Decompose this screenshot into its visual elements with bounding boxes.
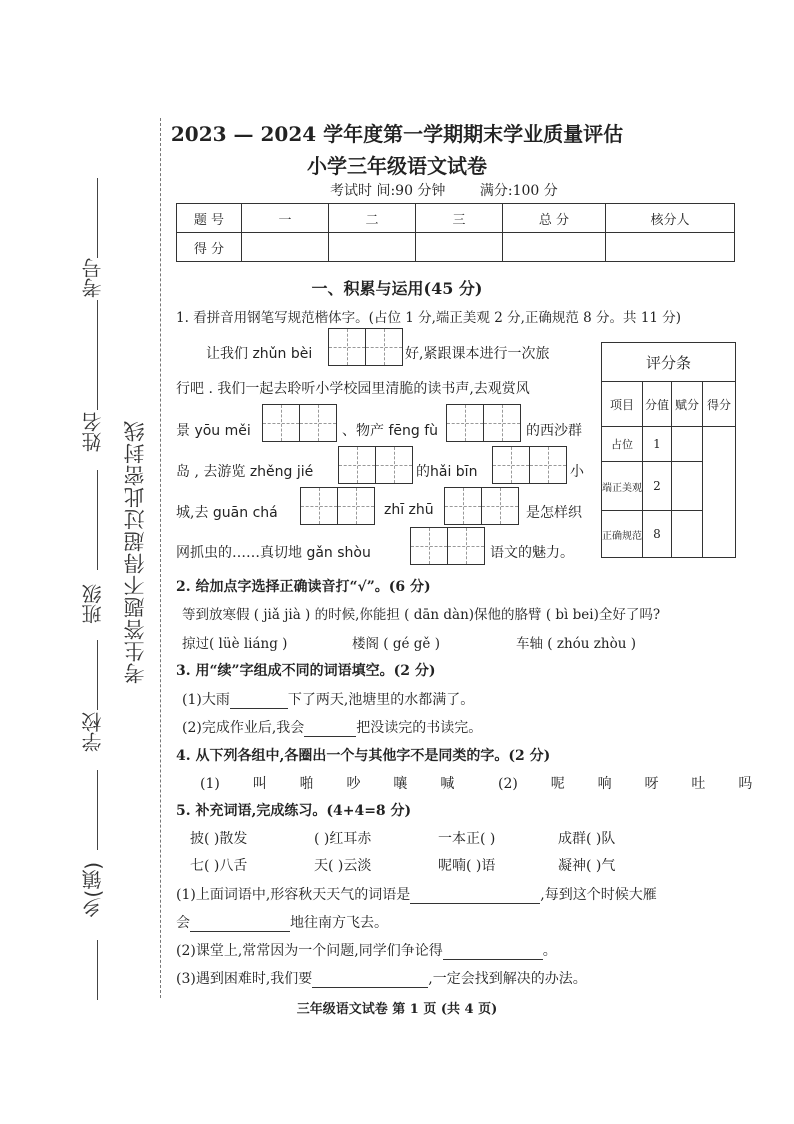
q1-line5 [176, 502, 278, 522]
writing-box[interactable] [410, 527, 448, 565]
rating-value: 1 [643, 427, 672, 462]
q1-title: 1. 看拼音用钢笔写规范楷体字。(占位 1 分,端正美观 2 分,正确规范 8 分。共 11 分) [176, 310, 682, 326]
pinyin: zhǔn bèi [252, 346, 313, 362]
q5-text: 。 [542, 943, 557, 959]
school-line [97, 770, 98, 850]
score-table-header: 三 [416, 204, 503, 233]
writing-box[interactable] [338, 446, 376, 484]
score-row-label: 得 分 [177, 233, 242, 262]
answer-blank[interactable] [410, 887, 540, 904]
exam-time: 考试时 间:90 分钟 [330, 183, 446, 199]
q1-line4-b [416, 461, 477, 481]
q1-text: 城,去 [176, 505, 209, 521]
score-cell [503, 233, 606, 262]
answer-blank[interactable] [443, 943, 543, 960]
name-line [97, 470, 98, 570]
q1-text: 语文的魅力。 [490, 545, 574, 561]
writing-box[interactable] [481, 487, 519, 525]
q3-text: 把没读完的书读完。 [356, 720, 483, 736]
rating-header: 项目 [602, 382, 643, 427]
rating-cell [672, 462, 703, 511]
rating-value: 8 [643, 511, 672, 558]
rating-value: 2 [643, 462, 672, 511]
writing-box[interactable] [447, 527, 485, 565]
seal-notice: 考生答题不得超过此密封线 [123, 420, 147, 684]
q1-text: 是怎样织 [526, 505, 582, 521]
township-line [97, 940, 98, 1000]
rating-item: 正确规范 [602, 511, 643, 558]
q1-text: 小 [570, 464, 584, 480]
q1-text: 、物产 [342, 423, 384, 439]
writing-box[interactable] [262, 404, 300, 442]
q3-text: (1)大雨 [182, 692, 230, 708]
q1-line1 [206, 343, 312, 363]
pinyin: zhěng jié [249, 464, 314, 480]
pinyin: gǎn shòu [306, 545, 371, 561]
score-table-header: 总 分 [503, 204, 606, 233]
score-table-header: 核分人 [606, 204, 735, 233]
pinyin: guān chá [212, 505, 278, 521]
q1-text: 让我们 [206, 346, 248, 362]
q1-line3-b [342, 420, 438, 440]
writing-box[interactable] [365, 328, 403, 366]
exam-number-line [97, 178, 98, 258]
exam-full-score: 满分:100 分 [479, 183, 558, 199]
q5-idiom: 成群( )队 [558, 831, 616, 847]
page-footer: 三年级语文试卷 第 1 页 (共 4 页) [296, 1002, 498, 1017]
q5-sub2 [176, 940, 557, 960]
q1-text: 的 [416, 464, 430, 480]
q4-group-2: (2) 呢 响 呀 吐 吗 [498, 776, 753, 792]
q5-title: 5. 补充词语,完成练习。(4+4=8 分) [176, 803, 412, 819]
score-cell [242, 233, 329, 262]
score-table-header: 题 号 [177, 204, 242, 233]
school-label: 学校 [81, 712, 105, 752]
name-label: 姓名 [81, 412, 105, 452]
q5-text: ,每到这个时候大雁 [540, 887, 657, 903]
rating-total-cell [703, 427, 736, 558]
q5-text: 地往南方飞去。 [290, 915, 388, 931]
writing-box[interactable] [446, 404, 484, 442]
pinyin: fēng fù [388, 423, 439, 439]
q5-text: 会 [176, 915, 190, 931]
q5-text: (2)课堂上,常常因为一个问题,同学们争论得 [176, 943, 443, 959]
q5-idiom: 天( )云淡 [314, 858, 372, 874]
writing-box[interactable] [483, 404, 521, 442]
rating-cell [672, 511, 703, 558]
seal-line [160, 118, 161, 998]
score-cell [416, 233, 503, 262]
q1-text: 网抓虫的……真切地 [176, 545, 302, 561]
q5-sub1-cont [176, 912, 388, 932]
q3-line1 [182, 689, 474, 709]
q4-group-1: (1) 叫 啪 吵 嚷 喊 [200, 776, 455, 792]
rating-header: 赋分 [672, 382, 703, 427]
q4-title: 4. 从下列各组中,各圈出一个与其他字不是同类的字。(2 分) [176, 748, 551, 764]
score-cell [329, 233, 416, 262]
q2-option: 车轴 ( zhóu zhòu ) [516, 636, 636, 652]
q3-title: 3. 用“续”字组成不同的词语填空。(2 分) [176, 663, 436, 679]
q3-text: (2)完成作业后,我会 [182, 720, 305, 736]
q5-idiom: 披( )散发 [190, 831, 248, 847]
score-cell [606, 233, 735, 262]
rating-item: 端正美观 [602, 462, 643, 511]
writing-box[interactable] [529, 446, 567, 484]
q5-sub1 [176, 884, 657, 904]
writing-box[interactable] [337, 487, 375, 525]
q3-text: 下了两天,池塘里的水都满了。 [287, 692, 475, 708]
q2-option: 掠过( lüè liáng ) [182, 636, 288, 652]
answer-blank[interactable] [190, 915, 290, 932]
exam-title: 2023 — 2024 学年度第一学期期末学业质量评估 [170, 122, 624, 146]
writing-box[interactable] [444, 487, 482, 525]
class-label: 班级 [81, 584, 105, 624]
q1-line6 [176, 542, 371, 562]
score-table-header: 一 [242, 204, 329, 233]
q5-idiom: 凝神( )气 [558, 858, 616, 874]
q5-idiom: ( )红耳赤 [314, 831, 372, 847]
rating-title: 评分条 [602, 343, 736, 382]
writing-box[interactable] [328, 328, 366, 366]
rating-table [601, 342, 736, 558]
q1-text: 的西沙群 [526, 423, 582, 439]
rating-item: 占位 [602, 427, 643, 462]
q2-line1: 等到放寒假 ( jiǎ jià ) 的时候,你能担 ( dān dàn)保他的胳臂 ( bì bei)全好了吗? [182, 607, 661, 623]
pinyin: hǎi bīn [430, 464, 478, 480]
q5-idiom: 一本正( ) [438, 831, 496, 847]
score-table-header: 二 [329, 204, 416, 233]
q5-idiom: 呢喃( )语 [438, 858, 496, 874]
class-line [97, 640, 98, 710]
q5-sub3 [176, 968, 587, 988]
q1-line4 [176, 461, 313, 481]
answer-blank[interactable] [312, 971, 428, 988]
exam-subtitle: 小学三年级语文试卷 [307, 154, 487, 178]
section-1-title: 一、积累与运用(45 分) [311, 279, 483, 298]
q5-text: (1)上面词语中,形容秋天天气的词语是 [176, 887, 411, 903]
answer-blank[interactable] [304, 720, 356, 737]
township-label: 乡(镇) [81, 862, 105, 918]
q5-text: ,一定会找到解决的办法。 [428, 971, 587, 987]
q5-idiom: 七( )八舌 [190, 858, 248, 874]
writing-box[interactable] [492, 446, 530, 484]
q2-title: 2. 给加点字选择正确读音打“√”。(6 分) [176, 579, 431, 595]
writing-box[interactable] [375, 446, 413, 484]
rating-cell [672, 427, 703, 462]
exam-number-label: 考号 [81, 258, 105, 298]
pinyin: yōu měi [194, 423, 251, 439]
rating-header: 分值 [643, 382, 672, 427]
q1-text: 景 [176, 423, 190, 439]
q1-line2: 行吧 . 我们一起去聆听小学校园里清脆的读书声,去观赏风 [176, 381, 530, 397]
rating-header: 得分 [703, 382, 736, 427]
pinyin: zhī zhū [384, 502, 434, 518]
q1-line3 [176, 420, 251, 440]
q5-text: (3)遇到困难时,我们要 [176, 971, 313, 987]
q1-text: 岛 , 去游览 [176, 464, 246, 480]
q1-text: 好,紧跟课本进行一次旅 [405, 346, 550, 362]
exam-number-line-2 [97, 300, 98, 410]
q3-line2 [182, 717, 482, 737]
score-table [176, 203, 735, 262]
answer-blank[interactable] [230, 692, 288, 709]
writing-box[interactable] [299, 404, 337, 442]
exam-meta [330, 180, 588, 200]
writing-box[interactable] [300, 487, 338, 525]
q2-option: 楼阁 ( gé gě ) [352, 636, 440, 652]
